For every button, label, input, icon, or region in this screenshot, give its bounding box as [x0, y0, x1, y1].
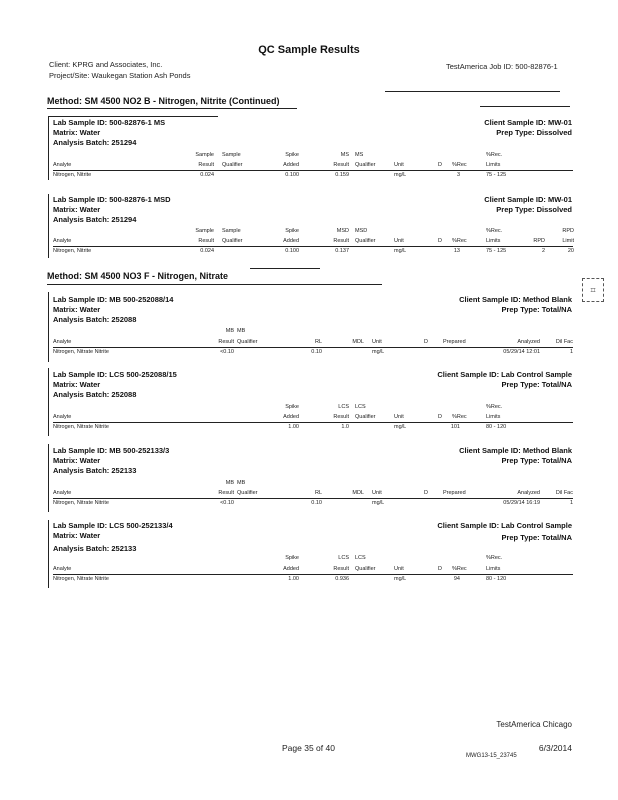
cell: mg/L — [394, 424, 407, 430]
col-header: Dil Fac — [555, 339, 573, 345]
job-id: TestAmerica Job ID: 500-82876-1 — [446, 62, 558, 71]
col-header: Unit — [394, 414, 404, 420]
cell-analyte: Nitrogen, Nitrate Nitrite — [53, 500, 109, 506]
col-header: %Rec — [452, 414, 467, 420]
col-header: %Rec. — [486, 404, 503, 410]
col-header: Unit — [394, 238, 404, 244]
client-sample-id: Client Sample ID: MW-01 — [484, 118, 572, 127]
col-header: Qualifier — [355, 414, 376, 420]
col-header: Unit — [372, 339, 382, 345]
col-header: MS — [340, 152, 349, 158]
col-header: Added — [283, 566, 299, 572]
cell: mg/L — [372, 349, 385, 355]
col-header: Limit — [562, 238, 574, 244]
col-header: Prepared — [443, 490, 466, 496]
lab-sample-id: Lab Sample ID: LCS 500-252133/4 — [53, 521, 173, 530]
matrix: Matrix: Water — [53, 456, 101, 465]
client-sample-id: Client Sample ID: MW-01 — [484, 195, 572, 204]
block-bracket — [48, 116, 49, 180]
col-header: Sample — [195, 152, 214, 158]
col-header: Unit — [394, 566, 404, 572]
client-sample-id: Client Sample ID: Lab Control Sample — [437, 370, 572, 379]
col-header: Qualifier — [237, 490, 258, 496]
col-header: Unit — [394, 162, 404, 168]
header-rule — [53, 422, 573, 423]
matrix: Matrix: Water — [53, 305, 101, 314]
col-header: Spike — [285, 555, 299, 561]
page-number: Page 35 of 40 — [282, 743, 335, 753]
cell: <0.10 — [220, 349, 234, 355]
cell: 1.0 — [341, 424, 349, 430]
block-bracket — [48, 368, 49, 436]
col-header: Qualifier — [355, 238, 376, 244]
col-header: Analyzed — [517, 490, 540, 496]
rule — [250, 268, 320, 269]
cell: 0.137 — [335, 248, 349, 254]
col-header: RL — [314, 339, 322, 345]
col-header: Analyzed — [517, 339, 540, 345]
col-header: Analyte — [53, 566, 72, 572]
col-header: MSD — [336, 228, 349, 234]
col-header: Unit — [372, 490, 382, 496]
col-header: D — [424, 490, 428, 496]
cell: 05/29/14 16:19 — [503, 500, 540, 506]
col-header: Result — [333, 414, 349, 420]
stamp-mark: ⌗ — [582, 278, 604, 302]
cell-analyte: Nitrogen, Nitrate Nitrite — [53, 349, 109, 355]
analysis-batch: Analysis Batch: 252133 — [53, 544, 137, 553]
cell: <0.10 — [220, 500, 234, 506]
col-header: Limits — [486, 414, 501, 420]
col-header: Qualifier — [237, 339, 258, 345]
method-title: Method: SM 4500 NO3 F - Nitrogen, Nitrate — [47, 271, 229, 281]
analysis-batch: Analysis Batch: 252133 — [53, 466, 137, 475]
col-header: Limits — [486, 566, 501, 572]
col-header: Spike — [285, 152, 299, 158]
col-header: Prepared — [443, 339, 466, 345]
cell: 1 — [569, 349, 573, 355]
col-header: Added — [283, 162, 299, 168]
cell: 94 — [453, 576, 460, 582]
cell: 0.10 — [311, 349, 322, 355]
col-header: Result — [333, 238, 349, 244]
prep-type: Prep Type: Dissolved — [496, 128, 572, 137]
lab-sample-id: Lab Sample ID: 500-82876-1 MSD — [53, 195, 171, 204]
cell: 2 — [541, 248, 545, 254]
cell: 75 - 125 — [486, 248, 507, 254]
method-underline — [47, 108, 297, 109]
col-header: RL — [314, 490, 322, 496]
col-header: Result — [218, 490, 234, 496]
col-header: LCS — [355, 404, 366, 410]
matrix: Matrix: Water — [53, 380, 101, 389]
block-bracket — [48, 520, 49, 588]
cell: 20 — [567, 248, 574, 254]
col-header: %Rec — [452, 162, 467, 168]
footer-ref: MWG13-15_23745 — [466, 753, 517, 759]
col-header: LCS — [338, 555, 349, 561]
lab-sample-id: Lab Sample ID: MB 500-252088/14 — [53, 295, 174, 304]
method-underline — [47, 284, 382, 285]
block-bracket — [48, 194, 49, 258]
col-header: Result — [198, 238, 214, 244]
cell: 0.159 — [335, 172, 349, 178]
header-rule — [53, 246, 573, 247]
header-rule — [385, 91, 560, 92]
cell: 0.100 — [285, 172, 299, 178]
rule — [48, 116, 218, 117]
col-header: Analyte — [53, 490, 72, 496]
col-header: D — [438, 162, 442, 168]
col-header: Qualifier — [355, 162, 376, 168]
col-header: MB — [225, 328, 234, 334]
cell: mg/L — [372, 500, 385, 506]
project-site: Project/Site: Waukegan Station Ash Ponds — [49, 71, 191, 80]
col-header: LCS — [355, 555, 366, 561]
cell: 1.00 — [288, 424, 299, 430]
rule — [480, 106, 570, 107]
col-header: MDL — [352, 490, 364, 496]
col-header: MB — [237, 480, 246, 486]
col-header: Spike — [285, 404, 299, 410]
client-name: Client: KPRG and Associates, Inc. — [49, 60, 163, 69]
col-header: Result — [333, 162, 349, 168]
col-header: MDL — [352, 339, 364, 345]
matrix: Matrix: Water — [53, 205, 101, 214]
analysis-batch: Analysis Batch: 251294 — [53, 215, 137, 224]
cell: 05/29/14 12:01 — [503, 349, 540, 355]
analysis-batch: Analysis Batch: 251294 — [53, 138, 137, 147]
col-header: D — [438, 414, 442, 420]
cell: 80 - 120 — [486, 424, 507, 430]
cell: 0.10 — [311, 500, 322, 506]
col-header: Result — [333, 566, 349, 572]
client-sample-id: Client Sample ID: Method Blank — [459, 446, 572, 455]
header-rule — [53, 498, 573, 499]
col-header: Sample — [222, 152, 241, 158]
col-header: Limits — [486, 162, 501, 168]
col-header: Limits — [486, 238, 501, 244]
cell: 1.00 — [288, 576, 299, 582]
footer-date: 6/3/2014 — [538, 743, 572, 753]
cell: 75 - 125 — [486, 172, 507, 178]
prep-type: Prep Type: Total/NA — [501, 380, 572, 389]
cell: mg/L — [394, 576, 407, 582]
col-header: Dil Fac — [555, 490, 573, 496]
cell: 3 — [456, 172, 460, 178]
cell-analyte: Nitrogen, Nitrite — [53, 172, 92, 178]
col-header: Analyte — [53, 162, 72, 168]
cell: 0.100 — [285, 248, 299, 254]
col-header: Analyte — [53, 238, 72, 244]
col-header: Qualifier — [222, 238, 243, 244]
col-header: Analyte — [53, 339, 72, 345]
prep-type: Prep Type: Total/NA — [501, 456, 572, 465]
method-title: Method: SM 4500 NO2 B - Nitrogen, Nitrite (Continued) — [47, 96, 280, 106]
col-header: Analyte — [53, 414, 72, 420]
col-header: D — [424, 339, 428, 345]
client-sample-id: Client Sample ID: Method Blank — [459, 295, 572, 304]
col-header: Added — [283, 238, 299, 244]
col-header: LCS — [338, 404, 349, 410]
col-header: MB — [225, 480, 234, 486]
cell: 0.024 — [200, 172, 214, 178]
prep-type: Prep Type: Total/NA — [501, 533, 572, 542]
analysis-batch: Analysis Batch: 252088 — [53, 390, 137, 399]
cell: mg/L — [394, 248, 407, 254]
col-header: %Rec. — [486, 228, 503, 234]
footer-lab-name: TestAmerica Chicago — [496, 720, 572, 729]
col-header: Added — [283, 414, 299, 420]
col-header: %Rec — [452, 566, 467, 572]
block-bracket — [48, 444, 49, 512]
header-rule — [53, 574, 573, 575]
col-header: Sample — [222, 228, 241, 234]
cell-analyte: Nitrogen, Nitrate Nitrite — [53, 424, 109, 430]
cell: 101 — [450, 424, 460, 430]
cell: 1 — [569, 500, 573, 506]
col-header: D — [438, 238, 442, 244]
cell: 0.936 — [335, 576, 349, 582]
col-header: Spike — [285, 228, 299, 234]
col-header: Sample — [195, 228, 214, 234]
lab-sample-id: Lab Sample ID: LCS 500-252088/15 — [53, 370, 177, 379]
prep-type: Prep Type: Total/NA — [501, 305, 572, 314]
col-header: RPD — [562, 228, 574, 234]
prep-type: Prep Type: Dissolved — [496, 205, 572, 214]
col-header: MB — [237, 328, 246, 334]
header-rule — [53, 170, 573, 171]
col-header: D — [438, 566, 442, 572]
cell: 80 - 120 — [486, 576, 507, 582]
col-header: %Rec. — [486, 555, 503, 561]
col-header: Result — [198, 162, 214, 168]
col-header: Result — [218, 339, 234, 345]
header-rule — [53, 347, 573, 348]
col-header: Qualifier — [355, 566, 376, 572]
col-header: %Rec. — [486, 152, 503, 158]
col-header: MSD — [355, 228, 368, 234]
lab-sample-id: Lab Sample ID: MB 500-252133/3 — [53, 446, 170, 455]
col-header: MS — [355, 152, 364, 158]
col-header: RPD — [533, 238, 545, 244]
analysis-batch: Analysis Batch: 252088 — [53, 315, 137, 324]
cell: 13 — [453, 248, 460, 254]
matrix: Matrix: Water — [53, 531, 101, 540]
cell: mg/L — [394, 172, 407, 178]
client-sample-id: Client Sample ID: Lab Control Sample — [437, 521, 572, 530]
col-header: Qualifier — [222, 162, 243, 168]
lab-sample-id: Lab Sample ID: 500-82876-1 MS — [53, 118, 166, 127]
cell-analyte: Nitrogen, Nitrate Nitrite — [53, 576, 109, 582]
block-bracket — [48, 292, 49, 362]
page-title: QC Sample Results — [258, 44, 360, 56]
cell-analyte: Nitrogen, Nitrite — [53, 248, 92, 254]
matrix: Matrix: Water — [53, 128, 101, 137]
cell: 0.024 — [200, 248, 214, 254]
col-header: %Rec — [452, 238, 467, 244]
